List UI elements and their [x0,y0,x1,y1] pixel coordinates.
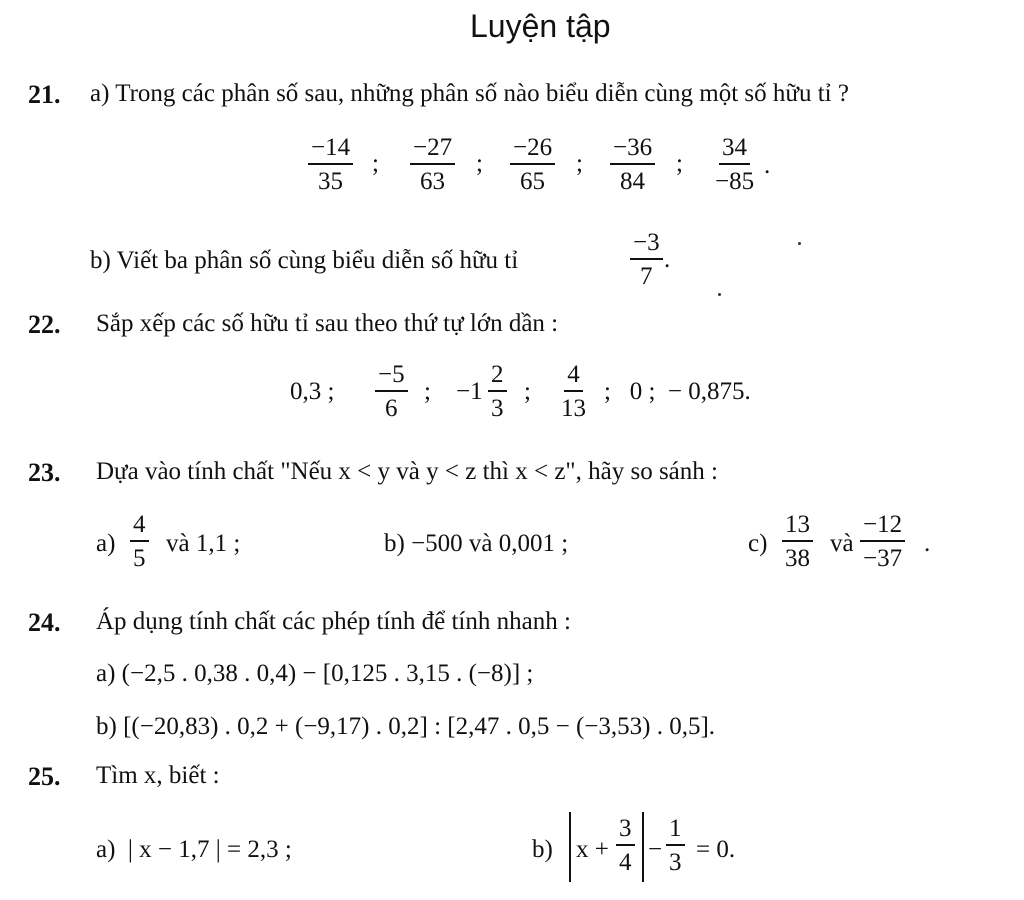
mixed-number-whole: −1 [456,378,483,405]
exercise-24-text: Áp dụng tính chất các phép tính để tính nhanh : [96,608,571,635]
exercise-23b-text: b) −500 và 0,001 ; [384,530,569,557]
fraction-25b-1: $\frac{3}{4}$ [616,816,635,875]
exercise-23-text: Dựa vào tính chất "Nếu x < y và y < z thì x < z", hãy so sánh : [96,458,718,485]
separator: ; [476,150,483,177]
fraction-21-5: $\frac{34}{-85}$ [715,134,755,195]
fraction-23c-1: $\frac{13}{38}$ [782,512,813,571]
fraction-21-3: $\frac{-26}{65}$ [510,135,555,194]
period: . [924,530,931,557]
values-tail: ; 0 ; − 0,875. [604,378,751,405]
separator: ; [676,150,683,177]
exercise-22-text: Sắp xếp các số hữu tỉ sau theo thứ tự lớn dần : [96,310,559,337]
value-0-3: 0,3 ; [290,378,335,405]
exercise-21-number: 21. [28,80,61,109]
scan-speck [798,242,801,245]
expression-x-plus: x + [576,836,609,863]
exercise-23a-rest: và 1,1 ; [166,530,241,557]
fraction-22-3: $\frac{4}{13}$ [561,361,586,422]
fraction-22-2: $\frac{2}{3}$ [488,362,507,421]
fraction-21-2: $\frac{-27}{63}$ [410,135,455,194]
separator: ; [524,378,531,405]
equals-zero: = 0. [696,836,736,863]
fraction-25b-2: $\frac{1}{3}$ [666,816,685,875]
exercise-23a-label: a) [96,530,116,557]
fraction-21-4: $\frac{-36}{84}$ [610,135,655,194]
minus-sign: − [648,836,663,863]
separator: ; [424,378,431,405]
fraction-21-1: $\frac{-14}{35}$ [308,135,353,194]
separator: ; [372,150,379,177]
exercise-25b-label: b) [532,836,553,863]
period: . [764,152,771,179]
exercise-22-number: 22. [28,310,61,339]
fraction-22-1: $\frac{-5}{6}$ [375,362,408,421]
exercise-23-number: 23. [28,458,61,487]
scan-speck [718,293,721,296]
absolute-value-bar-right [642,812,644,882]
fraction-21b: $\frac{-3}{7}$ [630,230,663,289]
exercise-25a: a) | x − 1,7 | = 2,3 ; [96,836,292,863]
period: . [664,246,671,273]
fraction-23c-2: $\frac{-12}{-37}$ [860,512,905,571]
conjunction-va: và [830,530,854,557]
exercise-21a-text: a) Trong các phân số sau, những phân số nào biểu diễn cùng một số hữu tỉ ? [90,80,849,107]
fraction-23a: $\frac{4}{5}$ [130,512,149,571]
exercise-21b-text: b) Viết ba phân số cùng biểu diễn số hữu tỉ [90,247,519,274]
page-title: Luyện tập [470,8,611,44]
exercise-23c-label: c) [748,530,768,557]
exercise-24b: b) [(−20,83) . 0,2 + (−9,17) . 0,2] : [2,47 . 0,5 − (−3,53) . 0,5]. [96,713,716,740]
separator: ; [576,150,583,177]
exercise-25-number: 25. [28,762,61,791]
exercise-24-number: 24. [28,608,61,637]
exercise-25-text: Tìm x, biết : [96,762,220,789]
exercise-24a: a) (−2,5 . 0,38 . 0,4) − [0,125 . 3,15 . (−8)] ; [96,660,534,687]
absolute-value-bar-left [569,812,571,882]
